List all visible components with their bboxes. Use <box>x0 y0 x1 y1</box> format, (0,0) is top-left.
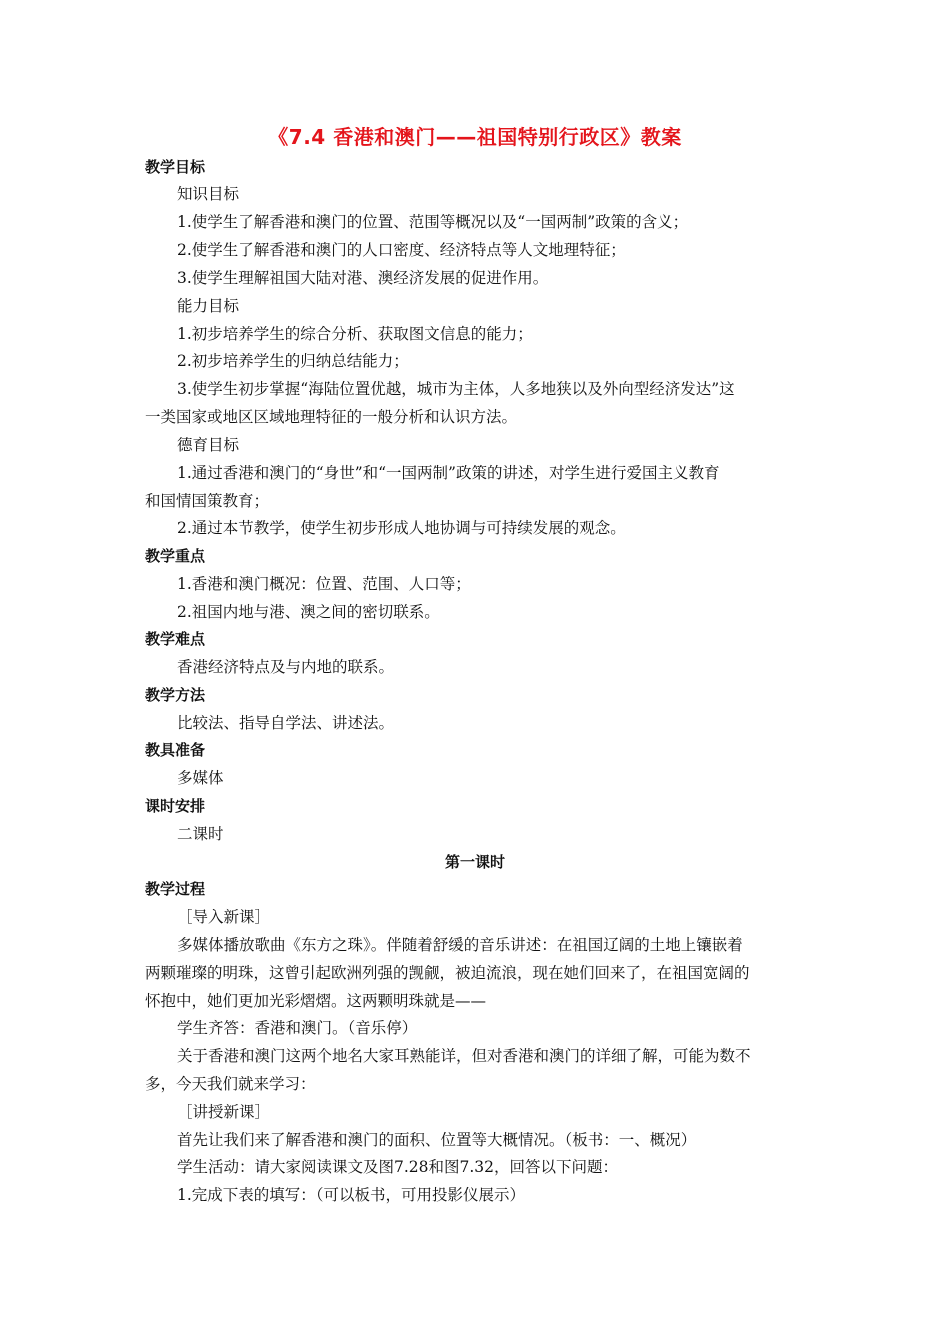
paragraph-line: 多媒体播放歌曲《东方之珠》。伴随着舒缓的音乐讲述：在祖国辽阔的土地上镶嵌着 <box>177 936 743 954</box>
paragraph-line: 1.通过香港和澳门的“身世”和“一国两制”政策的讲述，对学生进行爱国主义教育 <box>177 464 720 482</box>
subheading-ability-goals: 能力目标 <box>177 297 240 315</box>
section-title-first-lesson: 第一课时 <box>444 853 505 871</box>
heading-materials: 教具准备 <box>145 741 206 759</box>
paragraph-line: 比较法、指导自学法、讲述法。 <box>177 714 395 732</box>
paragraph-line: 2.通过本节教学，使学生初步形成人地协调与可持续发展的观念。 <box>177 519 626 537</box>
paragraph-line: 1.香港和澳门概况：位置、范围、人口等； <box>177 575 471 593</box>
paragraph-line: 关于香港和澳门这两个地名大家耳熟能详，但对香港和澳门的详细了解，可能为数不 <box>177 1047 751 1065</box>
paragraph-line: 多，今天我们就来学习： <box>145 1075 316 1093</box>
paragraph-line: 一类国家或地区区域地理特征的一般分析和认识方法。 <box>145 408 518 426</box>
paragraph-line: 2.使学生了解香港和澳门的人口密度、经济特点等人文地理特征； <box>177 241 626 259</box>
paragraph-line: 2.祖国内地与港、澳之间的密切联系。 <box>177 603 440 621</box>
paragraph-line: 2.初步培养学生的归纳总结能力； <box>177 352 409 370</box>
heading-teaching-process: 教学过程 <box>145 880 206 898</box>
paragraph-line: 首先让我们来了解香港和澳门的面积、位置等大概情况。（板书：一、概况） <box>177 1131 697 1149</box>
subheading-moral-goals: 德育目标 <box>177 436 240 454</box>
heading-schedule: 课时安排 <box>145 797 206 815</box>
paragraph-line: 学生活动：请大家阅读课文及图7.28和图7.32，回答以下问题： <box>177 1158 619 1176</box>
heading-key-points: 教学重点 <box>145 547 206 565</box>
paragraph-line: 香港经济特点及与内地的联系。 <box>177 658 395 676</box>
subheading-knowledge-goals: 知识目标 <box>177 185 240 203</box>
paragraph-line: 多媒体 <box>177 769 224 787</box>
paragraph-line: 怀抱中，她们更加光彩熠熠。这两颗明珠就是—— <box>145 992 487 1010</box>
paragraph-line: 3.使学生初步掌握“海陆位置优越，城市为主体，人多地狭以及外向型经济发达”这 <box>177 380 735 398</box>
paragraph-line: 两颗璀璨的明珠，这曾引起欧洲列强的觊觎，被迫流浪，现在她们回来了，在祖国宽阔的 <box>145 964 750 982</box>
heading-methods: 教学方法 <box>145 686 206 704</box>
paragraph-line: ［导入新课］ <box>177 908 271 926</box>
heading-teaching-goals: 教学目标 <box>145 158 206 176</box>
paragraph-line: 1.初步培养学生的综合分析、获取图文信息的能力； <box>177 325 533 343</box>
paragraph-line: 1.使学生了解香港和澳门的位置、范围等概况以及“一国两制”政策的含义； <box>177 213 689 231</box>
paragraph-line: 学生齐答：香港和澳门。（音乐停） <box>177 1019 418 1037</box>
paragraph-line: 3.使学生理解祖国大陆对港、澳经济发展的促进作用。 <box>177 269 549 287</box>
paragraph-line: 和国情国策教育； <box>145 492 270 510</box>
document-title: 《7.4 香港和澳门——祖国特别行政区》教案 <box>268 125 682 149</box>
heading-difficulties: 教学难点 <box>145 630 206 648</box>
paragraph-line: 1.完成下表的填写：（可以板书，可用投影仪展示） <box>177 1186 526 1204</box>
paragraph-line: 二课时 <box>177 825 224 843</box>
paragraph-line: ［讲授新课］ <box>177 1103 271 1121</box>
